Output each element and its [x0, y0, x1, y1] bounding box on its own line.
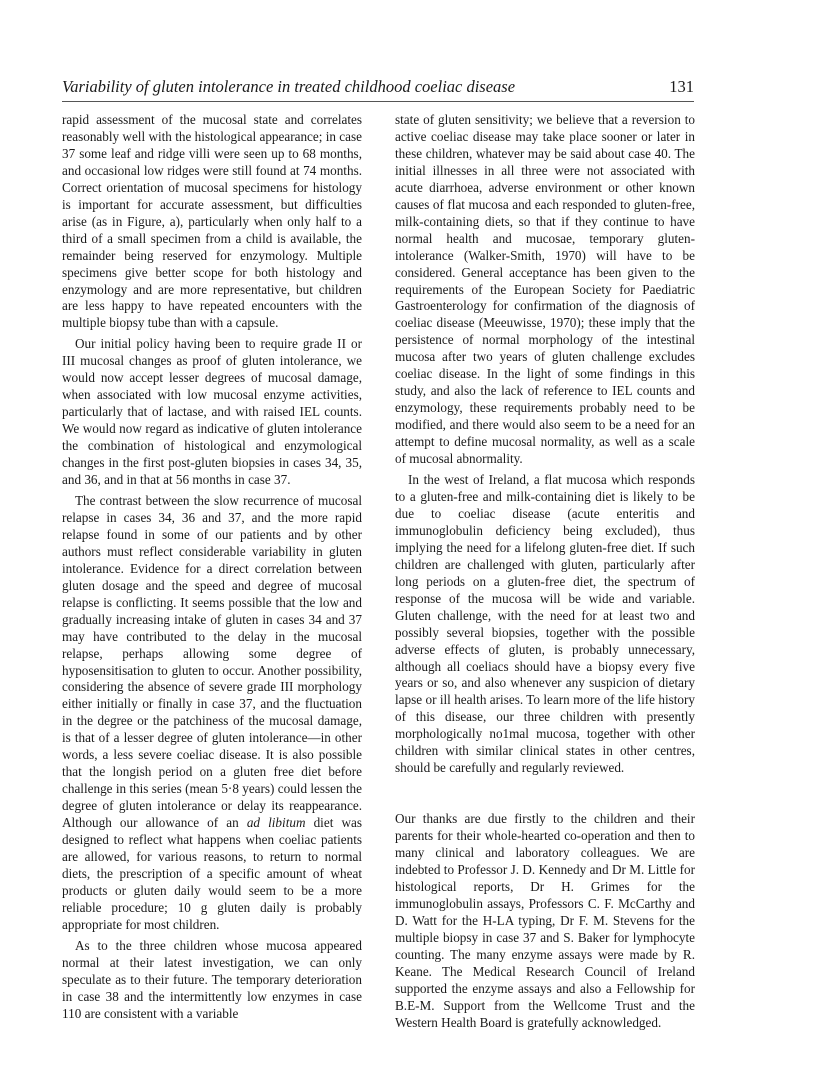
left-paragraph-4: As to the three children whose mucosa appeared normal at their latest investigation, we can only speculate as to their future. The temporary deterioration in case 38 and the intermittently low enzymes in case 110 are consistent with a variable	[62, 937, 362, 1021]
ad-libitum-italic: ad libitum	[246, 815, 306, 831]
left-column	[62, 112, 362, 1023]
running-title: Variability of gluten intolerance in treated childhood coeliac disease	[62, 77, 516, 96]
right-column	[395, 112, 695, 1032]
header-rule	[62, 101, 694, 102]
left-paragraph-1: rapid assessment of the mucosal state and correlates reasonably well with the histological appearance; in case 37 some leaf and ridge villi were seen up to 68 months, and occasional low ridges were still found at 74 months. Correct orientation of mucosal specimens for histology is important for accurate assessment, but difficulties arise (as in Figure, a), particularly when only half to a third of a small specimen from a child is available, the remainder being reserved for enzymology. Multiple specimens give better scope for both histology and enzymology and are more representative, but children are less happy to have repeated encounters with the multiple biopsy tube than with a capsule.	[62, 112, 362, 331]
left-paragraph-2: Our initial policy having been to require grade II or III mucosal changes as proof of gluten intolerance, we would now accept lesser degrees of mucosal damage, when associated with low mucosal enzyme activities, particularly that of lactase, and with raised IEL counts. We would now regard as indicative of gluten intolerance the combination of histological and enzymological changes in the first post-gluten biopsies in cases 34, 35, and 36, and in that at 56 months in case 37.	[62, 336, 362, 488]
acknowledgements: Our thanks are due firstly to the children and their parents for their whole-hearted co-operation and then to many clinical and laboratory colleagues. We are indebted to Professor J. D. Kennedy and Dr M. Little for histological reports, Dr H. Grimes for the immunoglobulin assays, Professors C. F. McCarthy and D. Watt for the H-LA typing, Dr F. M. Stevens for the multiple biopsy in case 37 and S. Baker for lymphocyte counting. The many enzyme assays were made by R. Keane. The Medical Research Council of Ireland supported the enzyme assays and also a Fellowship for B.E-M. Support from the Wellcome Trust and the Western Health Board is gratefully acknowledged.	[395, 811, 695, 1030]
page-number: 131	[669, 77, 694, 96]
right-paragraph-1: state of gluten sensitivity; we believe that a reversion to active coeliac disease may take place sooner or later in these children, whatever may be said about case 40. The initial illnesses in all three were not associated with acute diarrhoea, adverse environment or other known causes of flat mucosa and each responded to gluten-free, milk-containing diets, so that if they continue to have normal health and mucosae, temporary gluten-intolerance (Walker-Smith, 1970) will have to be considered. General acceptance has been given to the requirements of the European Society for Paediatric Gastroenterology for confirmation of the diagnosis of coeliac disease (Meeuwisse, 1970); these imply that the persistence of normal morphology of the intestinal mucosa after two years of gluten challenge excludes coeliac disease. In the light of some findings in this study, and also the lack of reference to IEL counts and enzymology, these requirements probably need to be modified, and there would also seem to be a need for an attempt to define mucosal normality, as well as a scale of mucosal abnormality.	[395, 112, 695, 467]
left-paragraph-3-part-2: diet was designed to reflect what happens when coeliac patients are allowed, for various reasons, to return to normal diets, the prescription of a specific amount of wheat products or gluten daily would seem to be a more reliable procedure; 10 g gluten daily is probably appropriate for most children.	[62, 815, 362, 932]
running-header	[62, 77, 694, 99]
right-paragraph-2: In the west of Ireland, a flat mucosa which responds to a gluten-free and milk-containing diet is likely to be due to coeliac disease (acute enteritis and immunoglobulin deficiency being excluded), thus implying the need for a lifelong gluten-free diet. If such children are challenged with gluten, particularly after long periods on a gluten-free diet, the spectrum of response of the mucosa will be wide and variable. Gluten challenge, with the need for at least two and possibly several biopsies, together with the possible adverse effects of gluten, is probably unnecessary, although all coeliacs should have a biopsy every five years or so, and also whenever any suspicion of dietary lapse or ill health arises. To learn more of the life history of this disease, our three children with presently morphologically no1mal mucosa, together with other children with similar clinical states in other centres, should be carefully and regularly reviewed.	[395, 472, 695, 776]
left-paragraph-3-part-1: The contrast between the slow recurrence of mucosal relapse in cases 34, 36 and 37, and the more rapid relapse found in some of our patients and by other authors must reflect considerable variability in gluten intolerance. Evidence for a direct correlation between gluten dosage and the speed and degree of mucosal relapse is conflicting. It seems possible that the low and gradually increasing intake of gluten in cases 34 and 37 may have contributed to the delay in the mucosal relapse, perhaps allowing some degree of hyposensitisation to gluten to occur. Another possibility, considering the absence of severe grade III morphology either initially or finally in case 37, and the fluctuation in the degree or the patchiness of the mucosal damage, is that of a lesser degree of gluten intolerance—in other words, a less severe coeliac disease. It is also possible that the longish period on a gluten free diet before challenge in this series (mean 5·8 years) could lessen the degree of gluten intolerance or delay its reappearance. Although our allowance of an	[62, 492, 362, 831]
left-paragraph-3	[62, 493, 362, 934]
